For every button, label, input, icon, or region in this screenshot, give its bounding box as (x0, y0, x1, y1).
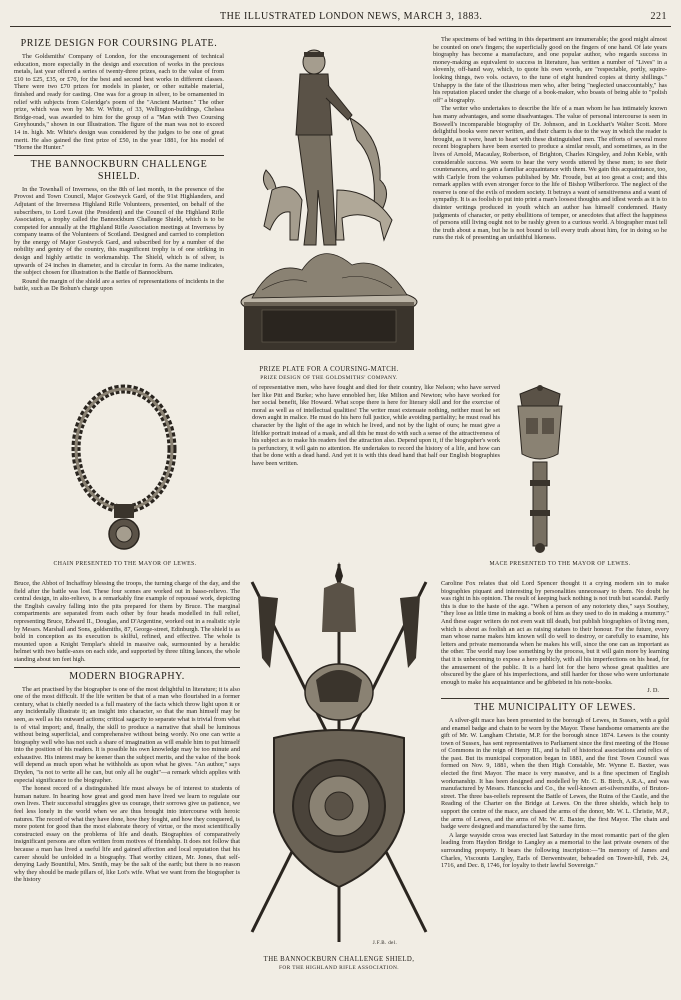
lewes-chain-engraving (62, 384, 192, 554)
coursing-plate-engraving (232, 40, 426, 358)
mace-caption: MACE PRESENTED TO THE MAYOR OF LEWES. (489, 561, 631, 567)
heading-coursing-plate: PRIZE DESIGN FOR COURSING PLATE. (20, 38, 218, 49)
bannockburn-shield-engraving (244, 562, 434, 952)
paragraph: The specimens of bad writing in this department are innumerable; the good might almost be counted on one's fingers; the superficially good on the fingers of one hand. Of late years biography has become a manufacture, and one popular author, who regards success in money-making as equivalent to success in literature, has written a number of "Lives" in a slovenly, off-hand way, which, to quote his own words, are "respectable, portly, squire-looking things, two vols. octavo, to the tune of eight hundred copies at thirty shillings." Unhappy is the fate of the illustrious men who, after being "neglected unaccountably," has his reputation placed under the charge of a book-maker, who boasts of being able to "polish off" a biography. (433, 36, 667, 104)
caption-sub: PRIZE DESIGN OF THE GOLDSMITHS' COMPANY. (260, 375, 398, 381)
paragraph: The honest record of a distinguished life must always be of interest to students of human nature. In hearing how great and good men have lived we learn to regulate our own lives. Their successful struggles give us courage, their sorrows give us patience, we feel less lonely in the world when we are thus brought into intercourse with heroic natures. The record of what they have done, how they fought, and how they conquered, is more potent for good than the most elaborate theory of virtue, or the most scientifically constructed essay on the problems of life and death. Biographies of comparatively insignificant persons are often written from motives of friendship. It does not follow that because a man has lived a useful life and gained affection and local reputation that his career should be unfolded in a biography. That worthy citizen, Mr. Jones, that self-denying Lady Bountiful, Mrs. Smith, may be the salt of the earth; but there is no reason why they should be made pillars of, like Lot's wife. What we want from the biographer is the history (14, 785, 240, 884)
column-left-lower (14, 580, 240, 992)
heading-municipality-lewes: THE MUNICIPALITY OF LEWES. (473, 701, 637, 713)
chain-caption: CHAIN PRESENTED TO THE MAYOR OF LEWES. (53, 561, 197, 567)
paragraph: The art practised by the biographer is one of the most delightful in literature; it is also one of the most difficult. If the life written be that of a man who flourished in a former century, what is chiefly needed is a full mastery of the facts which throw light upon it or any incidentally illustrate it; an insight into character, so that the man himself may be seen, as well as his outward actions; critical sagacity to separate what is trivial from what is of vital import; and, finally, the skill to produce a narrative that shall be luminous without being superficial, and comprehensive without being wordy. No one can write a biography well who has not such a share of imagination as will enable him to put himself into the position of his readers. It is possible his own knowledge may be too minute and exhaustive. His interest may be keener than the subject merits, and the value of the book will depend as much upon what he withholds as upon what he gives. "An author," says Dryden, "is not to write all he can, but only all he ought"—a remark which applies with especial significance to the biographer. (14, 685, 240, 784)
column-middle-text (252, 384, 500, 546)
paragraph: Caroline Fox relates that old Lord Spencer thought it a crying modern sin to make biographies piquant and interesting by personalities unnecessary to them. No doubt he was right in his opinion. The result of keeping back nothing is not truth but scandal. Partly this is due to the haste of the age. "When a person of any notoriety dies," says Southey, "they lose as little time in making a book of him as they used to do in making a mummy." And these eager writers do not even wait till death, but publish biographies of living men, which is about as foolish an act as raising statues to their honour. For the future, every man whose name makes him known will do well to destroy, or carefully to examine, his letters and private memoranda when he makes his will, since the one can as important as the other. The world may lose something by the process, but it will gain more by learning that it is unbecoming to expose a hero publicly, with all his imperfections on his head, for the amusement of the public. It is a hard lot for the hero whose great qualities are obscured by the glare of his imperfections, and still harder for those who were unfortunate enough to make his acquaintance and be gibbeted in his note-books. (441, 580, 669, 686)
divider (14, 667, 240, 668)
coursing-plate-caption (232, 366, 426, 382)
paragraph: A large wayside cross was erected last Saturday in the most romantic part of the glen leading from Haydon Bridge to Langley as a memorial to the last private owners of the surrounding property. It bears the following inscription:—"In memory of James and Charles, Viscounts Langley, Earls of Derwentwater, beheaded on Tower-hill, Feb. 24, 1716, and Dec. 8, 1746, for loyalty to their lawful Sovereign." (441, 831, 669, 870)
author-signature: J. D. (647, 687, 659, 695)
caption-main: PRIZE PLATE FOR A COURSING-MATCH. (259, 366, 399, 373)
divider (441, 698, 669, 699)
column-right-lower (441, 580, 669, 992)
page-header (10, 8, 671, 27)
paragraph: In the Townhall of Inverness, on the 8th of last month, in the presence of the Provost and Town Council, Major Gostwyck Gard, of the 91st Highlanders, and Adjutant of the Inverness Highland Rifle Volunteers, presented, on behalf of the subscribers, to Lord Lovat (the President) and the Council of the Highland Rifle Association, a trophy called the Bannockburn Challenge Shield, which is to be competed for annually at the Highland Rifle Association meetings at Inverness by company teams of the Volunteers of Scotland. Designed and carried to completion by the energy of Major Gostwyck Gard, and subscribed for by a number of the nobility and gentry of the country, this magnificent trophy is of one striking in design and highly artistic in workmanship. The Shield, which is of silver, is upwards of 24 inches in diameter, and is circular in form. As the name indicates, the subject chosen for illustration is the Battle of Bannockburn. (14, 185, 224, 277)
masthead-title: THE ILLUSTRATED LONDON NEWS, MARCH 3, 1883. (220, 11, 483, 22)
column-right-top (433, 36, 667, 362)
paragraph: Round the margin of the shield are a series of representations of incidents in the battle, such as De Bohun's charge upon (14, 277, 224, 293)
paragraph: of representative men, who have fought and died for their country, like Nelson; who have served her like Pitt and Burke; who have ennobled her, like Milton and Newton; who have worked for her social benefit, like Howard. What scope there is here for literary skill and for the exercise of moral as well as of intellectual qualities! The writer must extenuate nothing, neither must he set down aught in malice. He must do his hero full justice, while avoiding partiality; he must read his character by the light of the age in which he lived, and not by the light of ours; he must give a lifelike portrait instead of a mask, and all this he must do with such a sense of the attractiveness of his subject as to make his readers feel the attraction also. Depend upon it, if the biographer's work is perfunctory, it will gain no attention. He undertakes to record the history of a life, and how can that be done with a dead hand. And yet it is with this dead hand that half our English biographies have been written. (252, 384, 500, 467)
shield-signature: J.F.B. del. (372, 941, 398, 946)
paragraph: Bruce, the Abbot of Inchaffray blessing the troops, the turning charge of the day, and the field after the battle was lost. These four scenes are worked out in basso-relievo. The central design, in alto-relievo, is a remarkably fine example of repoussé work, depicting the English cavalry falling into the pits prepared for them by Bruce. The marginal compartments are separated from each other by four heads modelled in full relief, representing Bruce, Edward II., Douglas, and D'Argentine, worked out in a realistic style by Messrs. Marshall and Sons, goldsmiths, 87, George-street, Edinburgh. The shield is as bold in conception as its execution is skilful, refined, and effective. The whole is mounted upon a Knight Templar's shield in massive oak, surmounted by a heraldic helmet with two battle-axes on each side, and supported by three tilting lances, the whole standing about ten feet high. (14, 580, 240, 663)
lewes-mace-engraving (500, 384, 580, 554)
heading-bannockburn-shield: THE BANNOCKBURN CHALLENGE SHIELD. (30, 158, 208, 182)
paragraph: A silver-gilt mace has been presented to the borough of Lewes, in Sussex, with a gold and enamel badge and chain to be worn by the Mayor. These handsome ornaments are the gift of Mr. W. Langham Christie, M.P. for the borough since 1874. Lewes is the county town of Sussex, has sent representatives to Parliament since the first meeting of the House of Commons in the reign of Henry III., and is full of historical associations and relics of the past. But its municipal corporation began in 1881, and the first Town Council was formed on Nov. 9, 1881, when the then High Constable, Mr. Wynne E. Baxter, was elected the first Mayor. The mace is very massive, and is a fine specimen of English workmanship. It has been designed and modelled by Mr. C. B. Birch, A.R.A., and was manufactured by Messrs. Hancocks and Co., the well-known art-silversmiths, of Bruton-street. The three bas-reliefs represent the Battle of Lewes, the Ruins of the Castle, and the Reading of the Charter on the Bridge at Lewes. On the three shields, which help to support the centre of the mace, are chased the arms of the donor, Mr. W. L. Christie, M.P., the arms of Lewes, and the arms of Mr. W. E. Baxter, the first Mayor. The chain and badge were designed and manufactured by the same firm. (441, 716, 669, 831)
caption-sub: FOR THE HIGHLAND RIFLE ASSOCIATION. (278, 965, 400, 971)
paragraph: The Goldsmiths' Company of London, for the encouragement of technical education, more especially in the design and execution of works in the precious metals, last year offered a series of twenty-three prizes, each to the value of from £10 to £25, £35, or £70, for the best and second best works in different classes. There were two £70 prizes for models in plaster, or other suitable material, finished and ready for casting. One was for a group in silver, to be ornamented in relief with subjects from Coleridge's poem of the "Ancient Mariner." The other prize, which was won by Mr. W. White, of 33, Wellington-buildings, Chelsea Bridge-road, was awarded to him for the group of a "Man with Two Coursing Greyhounds," shown in our Illustration. The figure of the man was not to exceed 14 in. high. Mr. White's design was considered by the judges to be one of great merit. He also gained the first prize of £50, in the year 1881, for his model of "Horne the Hunter." (14, 53, 224, 152)
shield-caption (244, 956, 434, 972)
caption-main: THE BANNOCKBURN CHALLENGE SHIELD, (263, 956, 415, 963)
column-left-top (14, 36, 224, 366)
heading-modern-biography: MODERN BIOGRAPHY. (69, 670, 185, 682)
page-number: 221 (650, 11, 667, 22)
paragraph: The writer who undertakes to describe the life of a man whom he has intimately known has many advantages, and some disadvantages. The value of personal intercourse is seen in Boswell's incomparable biography of Dr. Johnson, and in Lockhart's Walter Scott. More delightful books were never written, and their charm is due to the way in which the reader is brought, as it were, heart to heart with these distinguished men. The efforts of several more recent biographers have been exerted to produce a similar result, and sometimes, as in the lives of Arnold, Macaulay, Robertson, of Brighton, Charles Kingsley, and John Keble, with considerable success. We seem to hear the very words uttered by these men; to see their countenances, and to gain a familiar acquaintance with them. We gain this acquaintance, too, with Carlyle from the volumes published by Mr. Froude, but at too great a cost; and this remark applies with even stronger force to the life of Bishop Wilberforce. The neglect of the reserve is one of the evils of modern society. It betrays a want of sensitiveness and a want of sympathy. It is as foolish to put into print a man's loosest thoughts and idlest words as it is to disinter writings produced in youth which an author has himself condemned. Hasty judgments of character, or petty ebullitions of temper, or anecdotes that affect the happiness of persons still living ought not to be rashly given to a curious world. A biographer must tell the truth about a man, but he is not bound to tell every truth about him, for in doing so he runs the risk of presenting an unfaithful likeness. (433, 105, 667, 242)
divider (14, 155, 224, 156)
